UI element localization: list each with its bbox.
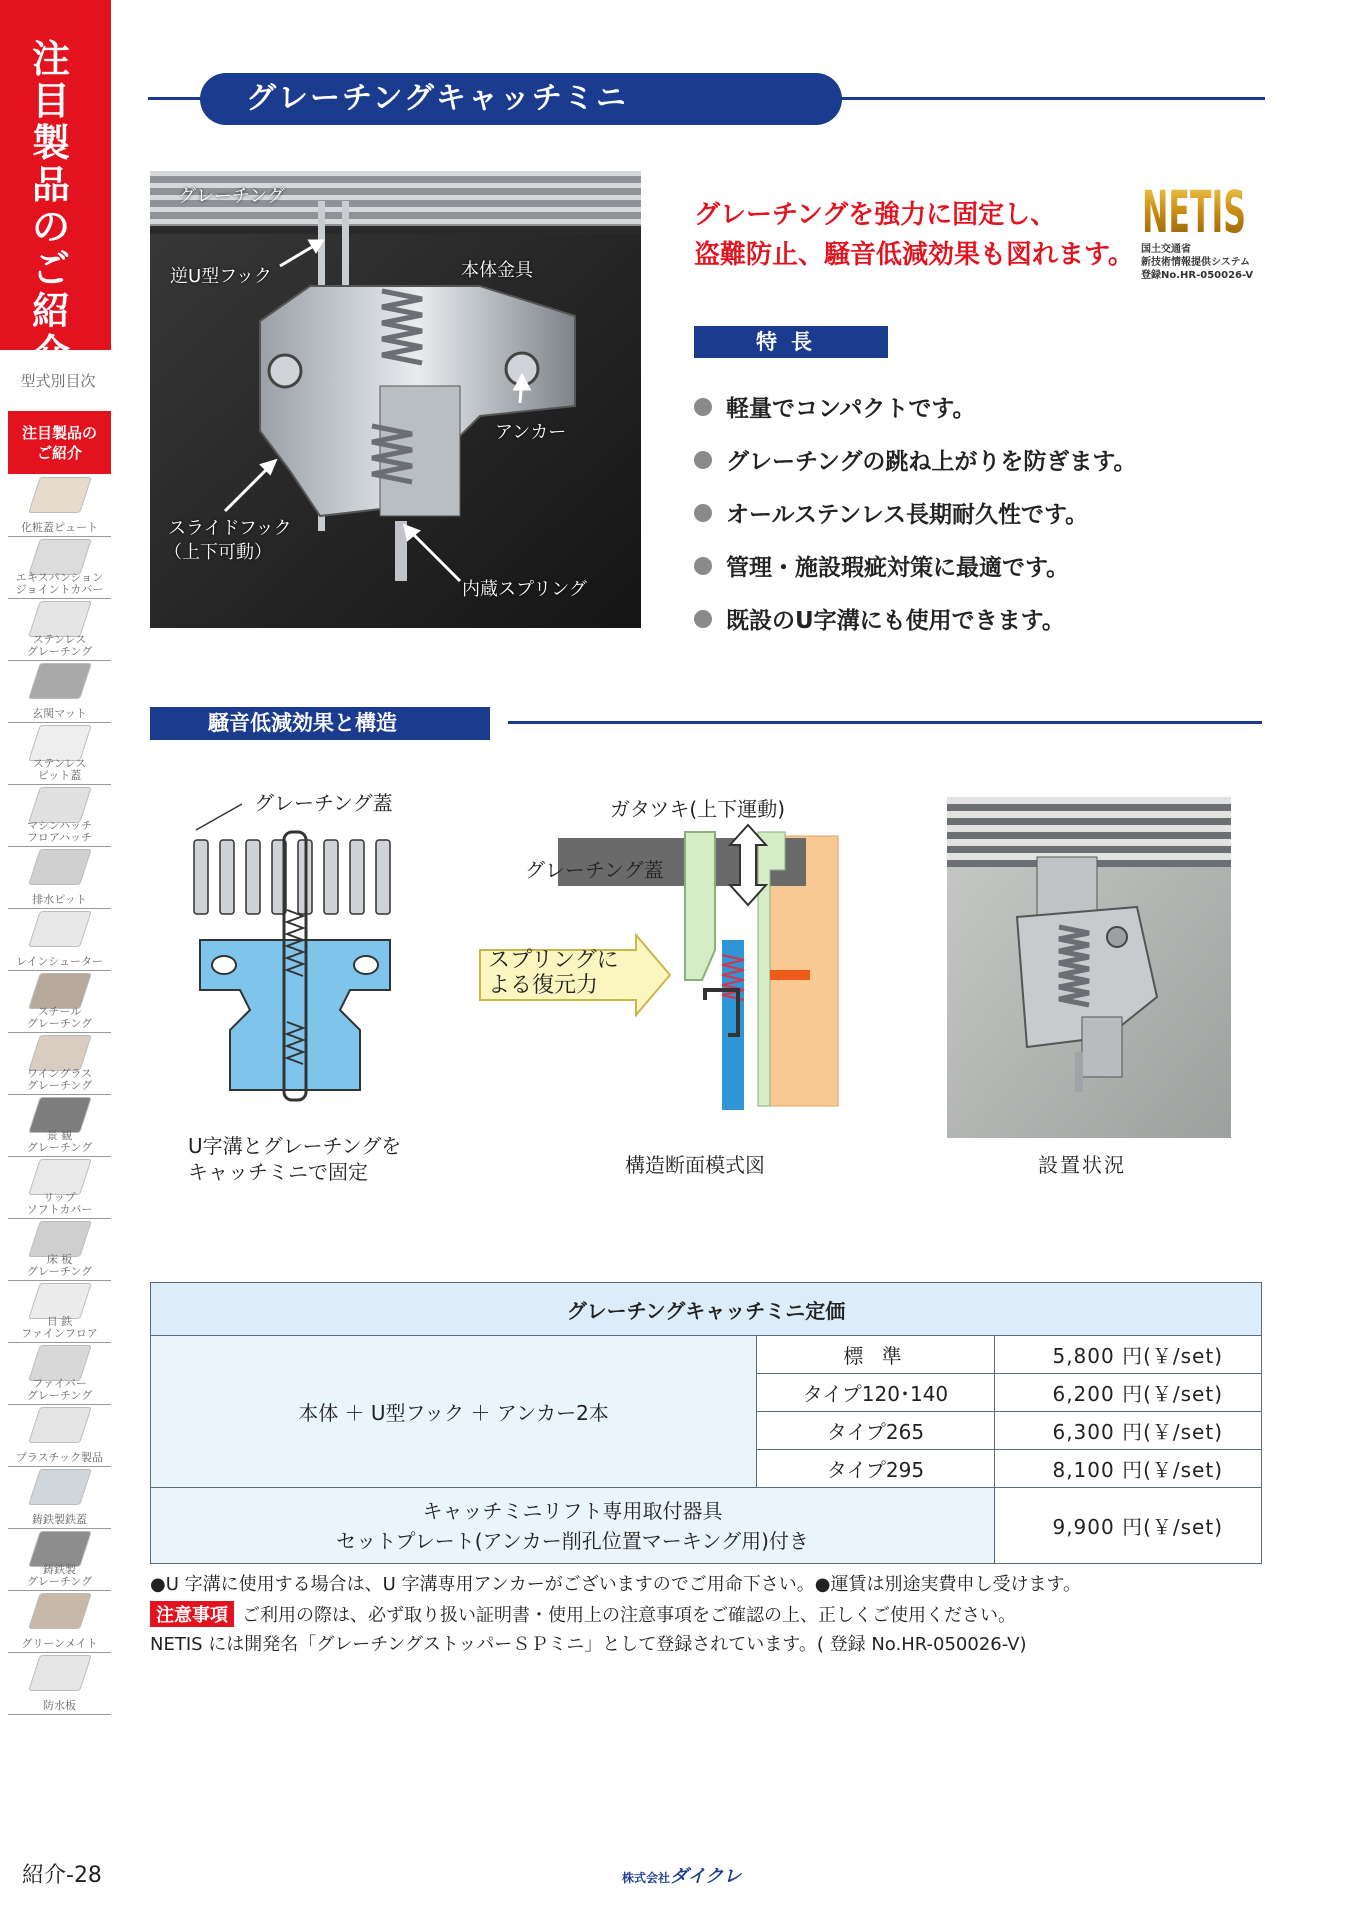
sidebar-product-label: [8, 1700, 111, 1712]
product-thumbnail: [28, 1407, 92, 1443]
sidebar-product-item[interactable]: [8, 847, 111, 909]
fig2-caption: 構造断面模式図: [625, 1153, 765, 1177]
product-thumbnail: [28, 1469, 92, 1505]
page-title: グレーチングキャッチミニ: [200, 73, 842, 125]
sidebar-current-line2: ご紹介: [36, 443, 82, 462]
sidebar-product-label: [8, 1378, 111, 1402]
sidebar-product-label: [8, 708, 111, 720]
sidebar-product-label-line2: グレーチング: [26, 1575, 93, 1588]
price-lift-line-2: セットプレート(アンカー削孔位置マーキング用)付き: [336, 1528, 809, 1553]
sidebar-product-label-line1: レインシューター: [16, 955, 103, 968]
section2-heading: 騒音低減効果と構造: [150, 707, 490, 740]
fig2-arrow-label-2: よる復元力: [488, 973, 599, 998]
sidebar-product-label-line1: 床 板: [46, 1253, 73, 1266]
price-lift-line-1: キャッチミニリフト専用取付器具: [422, 1498, 723, 1523]
price-row-label: 本体 ＋ U型フック ＋ アンカー2本: [151, 1336, 757, 1488]
page-number: 紹介-28: [22, 1863, 102, 1888]
sidebar-product-label-line1: グリーンメイト: [21, 1637, 98, 1650]
sidebar-product-label-line2: フロアハッチ: [26, 831, 93, 844]
sidebar-product-label: [8, 1192, 111, 1216]
sidebar-product-label-line2: グレーチング: [26, 1141, 93, 1154]
bullet-icon: [694, 451, 712, 469]
sidebar-product-label: [8, 1068, 111, 1092]
sidebar-product-label-line1: 日 鉄: [46, 1315, 73, 1328]
sidebar-product-label-line2: グレーチング: [26, 1079, 93, 1092]
callout-u-hook: 逆U型フック: [170, 266, 272, 287]
fig3-caption: 設置状況: [1038, 1153, 1126, 1177]
figure-install-diagram: [190, 790, 410, 1110]
sidebar-product-label: [8, 956, 111, 968]
sidebar-product-label-line1: 化粧蓋ピュート: [21, 521, 98, 534]
features-list: [694, 380, 1214, 645]
sidebar-product-item[interactable]: [8, 971, 111, 1033]
note-3: NETIS には開発名「グレーチングストッパーＳＰミニ」として登録されています。( 登録 No.HR-050026-V): [150, 1634, 1027, 1655]
sidebar-product-label: [8, 820, 111, 844]
product-thumbnail: [28, 1283, 92, 1319]
product-thumbnail: [28, 725, 92, 761]
note-2-row: [150, 1601, 1016, 1627]
sidebar-product-label-line1: ステンレス: [32, 757, 87, 770]
sidebar-product-item[interactable]: [8, 1095, 111, 1157]
note-2: ご利用の際は、必ず取り扱い証明書・使用上の注意事項をご確認の上、正しくご使用ください。: [242, 1605, 1016, 1626]
price-table: [150, 1282, 1262, 1564]
lead-line-1: グレーチングを強力に固定し、: [694, 200, 1057, 230]
sidebar-product-label-line2: グレーチング: [26, 645, 93, 658]
sidebar-header-title: 注目製品のご紹介: [31, 37, 70, 375]
lead-line-2: 盗難防止、騒音低減効果も図れます。: [694, 240, 1134, 270]
warning-badge: 注意事項: [150, 1601, 234, 1627]
callout-grating: グレーチング: [178, 186, 285, 207]
feature-item: [694, 380, 1214, 433]
sidebar-product-item[interactable]: [8, 1591, 111, 1653]
bullet-icon: [694, 557, 712, 575]
sidebar-product-item[interactable]: [8, 785, 111, 847]
sidebar-product-label-line1: ステンレス: [32, 633, 87, 646]
sidebar-toc-link[interactable]: 型式別目次: [20, 372, 96, 390]
feature-text: オールステンレス長期耐久性です。: [726, 502, 1089, 528]
netis-caption-2: 新技術情報提供システム: [1141, 257, 1250, 268]
sidebar-product-label: [8, 1316, 111, 1340]
price-value-cell: 8,100 円(￥/set): [995, 1450, 1262, 1488]
sidebar-product-item[interactable]: [8, 1219, 111, 1281]
callout-spring: 内蔵スプリング: [462, 579, 587, 600]
sidebar-product-label-line1: 景 観: [46, 1129, 73, 1142]
sidebar-product-item[interactable]: [8, 1343, 111, 1405]
price-lift-value: 9,900 円(￥/set): [995, 1488, 1262, 1564]
fig2-grating-label: グレーチング蓋: [525, 858, 664, 882]
section2-rule: [508, 721, 1262, 724]
product-thumbnail: [28, 1221, 92, 1257]
netis-logo-text: NETIS: [1142, 178, 1246, 246]
sidebar-product-item[interactable]: [8, 1467, 111, 1529]
product-thumbnail: [28, 1593, 92, 1629]
features-heading: 特長: [694, 326, 888, 358]
sidebar-product-label-line1: リップ: [43, 1191, 76, 1204]
price-value-cell: 6,200 円(￥/set): [995, 1374, 1262, 1412]
sidebar-product-label-line1: 排水ピット: [32, 893, 87, 906]
sidebar-product-label-line2: ジョイントカバー: [15, 583, 104, 596]
sidebar-divider: [8, 1714, 111, 1715]
sidebar-product-label: [8, 1638, 111, 1650]
sidebar-current-line1: 注目製品の: [21, 423, 97, 442]
price-value-cell: 5,800 円(￥/set): [995, 1336, 1262, 1374]
sidebar-product-label: [8, 1452, 111, 1464]
sidebar-product-item[interactable]: [8, 1529, 111, 1591]
company-name: ダイクレ: [670, 1866, 742, 1887]
fig1-caption-1: U字溝とグレーチングを: [188, 1134, 402, 1158]
product-thumbnail: [28, 1531, 92, 1567]
fig2-arrow-label-1: スプリングに: [488, 948, 619, 973]
sidebar-product-item[interactable]: [8, 1281, 111, 1343]
sidebar-product-item[interactable]: [8, 723, 111, 785]
sidebar-product-item[interactable]: [8, 1157, 111, 1219]
product-thumbnail: [28, 973, 92, 1009]
price-type-cell: タイプ295: [757, 1450, 995, 1488]
netis-logo: [1140, 170, 1250, 244]
feature-text: 軽量でコンパクトです。: [726, 396, 976, 422]
sidebar-product-item[interactable]: [8, 1653, 111, 1715]
sidebar-product-label: [8, 572, 111, 596]
sidebar-product-item[interactable]: [8, 1405, 111, 1467]
sidebar-product-label-line2: ピット蓋: [37, 769, 82, 782]
sidebar-product-item[interactable]: [8, 1033, 111, 1095]
product-thumbnail: [28, 539, 92, 575]
sidebar-product-label-line1: エキスパンション: [15, 571, 104, 584]
feature-text: 管理・施設瑕疵対策に最適です。: [726, 555, 1070, 581]
callout-slide-hook-2: （上下可動）: [164, 542, 272, 563]
product-thumbnail: [28, 787, 92, 823]
sidebar-product-label-line2: グレーチング: [26, 1265, 93, 1278]
lead-text: [694, 195, 1154, 275]
company-logo: [622, 1862, 741, 1888]
price-value-cell: 6,300 円(￥/set): [995, 1412, 1262, 1450]
bullet-icon: [694, 504, 712, 522]
product-thumbnail: [28, 1097, 92, 1133]
feature-item: [694, 592, 1214, 645]
sidebar-product-label: [8, 894, 111, 906]
sidebar-product-label: [8, 634, 111, 658]
price-type-cell: タイプ265: [757, 1412, 995, 1450]
sidebar-product-label-line1: プラスチック製品: [15, 1451, 104, 1464]
product-thumbnail: [28, 1655, 92, 1691]
bullet-icon: [694, 610, 712, 628]
sidebar-item-current[interactable]: [8, 411, 111, 474]
product-thumbnail: [28, 601, 92, 637]
sidebar-product-item[interactable]: [8, 661, 111, 723]
bullet-icon: [694, 398, 712, 416]
sidebar-product-label-line1: 鋳鉄製鉄蓋: [32, 1513, 87, 1526]
feature-text: 既設のU字溝にも使用できます。: [726, 608, 1065, 634]
price-table-title: グレーチングキャッチミニ定価: [151, 1283, 1262, 1336]
sidebar-product-item[interactable]: [8, 475, 111, 537]
callout-slide-hook-1: スライドフック: [168, 518, 292, 539]
fig1-caption-2: キャッチミニで固定: [188, 1160, 368, 1184]
product-thumbnail: [28, 663, 92, 699]
sidebar-product-label: [8, 522, 111, 534]
sidebar-product-label-line1: 玄関マット: [32, 707, 87, 720]
sidebar-product-label-line2: グレーチング: [26, 1389, 93, 1402]
callout-body: 本体金具: [461, 260, 533, 281]
fig2-top-label: ガタツキ(上下運動): [610, 797, 786, 821]
product-thumbnail: [28, 1035, 92, 1071]
product-thumbnail: [28, 849, 92, 885]
sidebar-product-item[interactable]: [8, 537, 111, 599]
sidebar-product-label: [8, 1130, 111, 1154]
sidebar-product-label: [8, 758, 111, 782]
netis-caption-3: 登録No.HR-050026-V: [1141, 270, 1254, 281]
figure-install-photo: [947, 797, 1231, 1138]
feature-text: グレーチングの跳ね上がりを防ぎます。: [726, 449, 1137, 475]
product-thumbnail: [28, 477, 92, 513]
sidebar-product-label-line1: ファイバー: [32, 1377, 87, 1390]
sidebar-product-label: [8, 1514, 111, 1526]
sidebar-product-item[interactable]: [8, 909, 111, 971]
sidebar-product-label-line1: スチール: [37, 1005, 82, 1018]
netis-caption: [1141, 243, 1281, 282]
price-type-cell: 標 準: [757, 1336, 995, 1374]
sidebar-product-label-line2: ファインフロア: [21, 1327, 98, 1340]
callout-anchor: アンカー: [495, 422, 567, 443]
product-thumbnail: [28, 1345, 92, 1381]
sidebar-product-label-line1: 防水板: [43, 1699, 76, 1712]
sidebar-product-label-line2: グレーチング: [26, 1017, 93, 1030]
sidebar-product-label-line1: ワイングラス: [26, 1067, 93, 1080]
sidebar-product-label-line2: ソフトカバー: [26, 1203, 93, 1216]
sidebar-product-label-line1: マシンハッチ: [27, 819, 92, 832]
note-1: ●U 字溝に使用する場合は、U 字溝専用アンカーがございますのでご用命下さい。●運賃は別途実費申し受けます。: [150, 1574, 1082, 1595]
sidebar-product-label: [8, 1006, 111, 1030]
price-lift-label: [151, 1488, 995, 1564]
product-photo: [150, 171, 641, 628]
product-thumbnail: [28, 911, 92, 947]
feature-item: [694, 486, 1214, 539]
product-thumbnail: [28, 1159, 92, 1195]
sidebar-product-label: [8, 1564, 111, 1588]
feature-item: [694, 539, 1214, 592]
feature-item: [694, 433, 1214, 486]
price-type-cell: タイプ120･140: [757, 1374, 995, 1412]
netis-caption-1: 国土交通省: [1141, 244, 1191, 255]
sidebar-product-label-line1: 鋳鉄製: [43, 1563, 76, 1576]
company-prefix: 株式会社: [622, 1871, 671, 1885]
sidebar-product-item[interactable]: [8, 599, 111, 661]
sidebar-product-label: [8, 1254, 111, 1278]
fig1-label: グレーチング蓋: [254, 791, 393, 815]
